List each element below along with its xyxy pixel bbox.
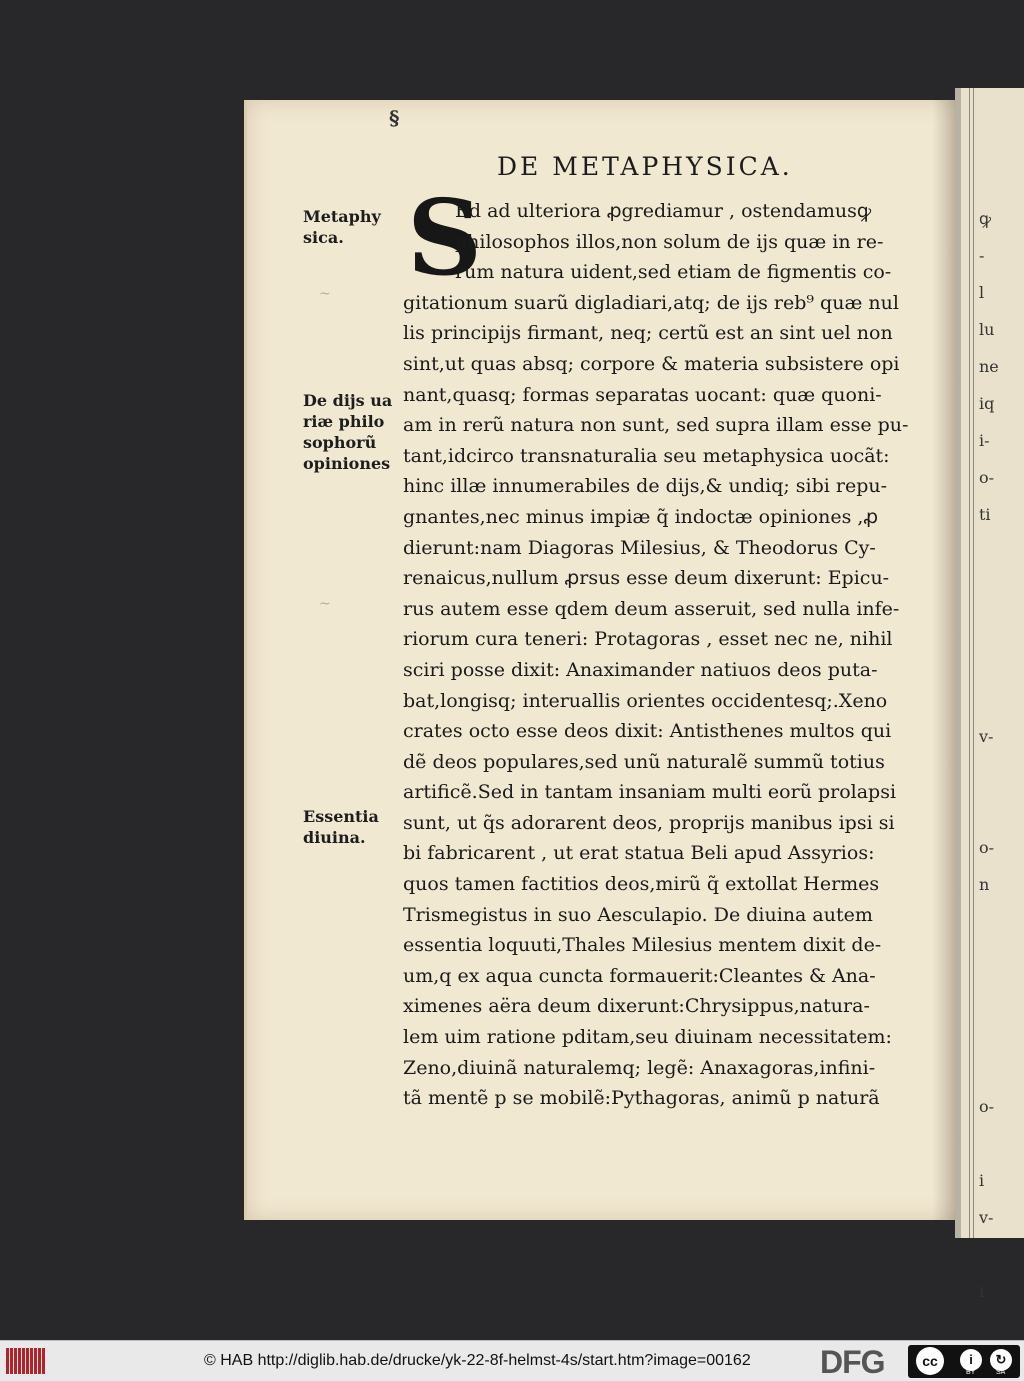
facing-text-fragment: iq xyxy=(979,394,995,413)
faded-annotation: ~ xyxy=(319,596,331,612)
text-line: Zeno,diuinã naturalemq; legẽ: Anaxagoras,infini- xyxy=(403,1056,876,1079)
facing-text-fragment xyxy=(979,570,1024,607)
text-line: renaicus,nullum ꝓrsus esse deum dixerunt: Epicu- xyxy=(403,567,890,590)
facing-text-fragment: ne xyxy=(979,357,999,376)
facing-text-fragment: ꝙ xyxy=(979,209,992,228)
text-line: sint,ut quas absq; corpore & materia subsistere opi xyxy=(403,352,900,375)
facing-text-fragment: - xyxy=(979,246,985,265)
facing-text-fragment: ti xyxy=(979,505,991,524)
text-line: rum natura uident,sed etiam de figmentis co- xyxy=(455,261,892,284)
text-line: quos tamen factitios deos,mirũ q̃ extollat Hermes xyxy=(403,873,880,896)
facing-text-fragment xyxy=(979,977,1024,1014)
text-line: Ed ad ulteriora ꝓgrediamur , ostendamusꝙ xyxy=(455,200,872,222)
facing-text-fragment xyxy=(979,533,1024,570)
viewer-footer xyxy=(0,1340,1024,1381)
running-head: DE METAPHYSICA. xyxy=(497,152,793,181)
copyright-url-text: © HAB http://diglib.hab.de/drucke/yk-22-8f-helmst-4s/start.htm?image=00162 xyxy=(204,1352,751,1369)
cc-sa-label: SA xyxy=(996,1369,1006,1376)
facing-text-fragment: v- xyxy=(979,727,994,746)
text-line: am in rerũ natura non sunt, sed supra illam esse pu- xyxy=(403,414,909,437)
text-line: nant,quasq; formas separatas uocant: quæ quoni- xyxy=(403,383,882,406)
page-edge-line xyxy=(973,88,974,1238)
text-line: rus autem esse qdem deum asseruit, sed nulla infe- xyxy=(403,597,900,620)
margin-note-essentia: Essentia diuina. xyxy=(303,807,379,847)
facing-text-fragment: i- xyxy=(979,431,990,450)
drop-capital: S xyxy=(407,176,483,299)
text-line: hinc illæ innumerabiles de dijs,& undiq; sibi repu- xyxy=(403,475,888,498)
facing-text-fragment: i xyxy=(979,1282,985,1301)
page-edge-line xyxy=(969,88,970,1238)
facing-page-text-fragments xyxy=(979,200,1024,1310)
facing-text-fragment: lu xyxy=(979,320,995,339)
text-line: tant,idcirco transnaturalia seu metaphysica uocãt: xyxy=(403,444,890,467)
cc-icon: cc xyxy=(916,1347,944,1375)
text-line: Trismegistus in suo Aesculapio. De diuina autem xyxy=(403,903,873,926)
text-line: philosophos illos,non solum de ijs quæ in re- xyxy=(455,230,884,253)
text-line: sunt, ut q̃s adorarent deos, proprijs manibus ipsi si xyxy=(403,811,895,834)
facing-text-fragment xyxy=(979,903,1024,940)
facing-text-fragment xyxy=(979,681,1024,718)
text-line: bi fabricarent , ut erat statua Beli apud Assyrios: xyxy=(403,842,875,865)
facing-text-fragment: o- xyxy=(979,468,995,487)
text-line: tã mentẽ p se mobilẽ:Pythagoras, animũ p naturã xyxy=(403,1087,880,1110)
text-line: um,q ex aqua cuncta formauerit:Cleantes & Ana- xyxy=(403,964,876,987)
text-line: bat,longisq; interuallis orientes occidentesq;.Xeno xyxy=(403,689,888,712)
facing-text-fragment xyxy=(979,1014,1024,1051)
cc-by-label: BY xyxy=(966,1369,976,1376)
facing-text-fragment: l xyxy=(979,283,985,302)
text-line: sciri posse dixit: Anaximander natiuos deos puta- xyxy=(403,658,878,681)
facing-page-edge xyxy=(955,88,1024,1301)
page-gutter-shadow xyxy=(932,100,956,1220)
by-attribution-icon: i xyxy=(960,1349,982,1371)
signature-mark: § xyxy=(389,106,400,130)
dfg-logo: DFG xyxy=(820,1344,885,1380)
text-line: gnantes,nec minus impiæ q̃ indoctæ opiniones ,ꝓ xyxy=(403,505,879,528)
text-line: dẽ deos populares,sed unũ naturalẽ summũ totius xyxy=(403,750,885,773)
text-line: crates octo esse deos dixit: Antisthenes multos qui xyxy=(403,720,892,743)
faded-annotation: ~ xyxy=(319,286,331,302)
share-alike-icon: ↻ xyxy=(990,1349,1012,1371)
text-line: essentia loquuti,Thales Milesius mentem dixit de- xyxy=(403,934,882,957)
margin-note-de-dijs: De dijs ua riæ philo sophorũ opiniones xyxy=(303,391,393,473)
facing-text-fragment: i xyxy=(979,1171,985,1190)
facing-text-fragment: o- xyxy=(979,838,995,857)
facing-text-fragment: n xyxy=(979,875,990,894)
text-line: lis principijs firmant, neq; certũ est an sint uel non xyxy=(403,322,893,345)
body-text xyxy=(403,196,923,1114)
facing-text-fragment xyxy=(979,1236,1024,1273)
text-line: artificẽ.Sed in tantam insaniam multi eorũ prolapsi xyxy=(403,781,897,804)
facing-text-fragment: o- xyxy=(979,1097,995,1116)
facing-text-fragment xyxy=(979,1051,1024,1088)
text-line: dierunt:nam Diagoras Milesius, & Theodorus Cy- xyxy=(403,536,876,559)
facing-text-fragment: v- xyxy=(979,1208,994,1227)
book-page xyxy=(244,100,956,1220)
facing-text-fragment xyxy=(979,644,1024,681)
cc-license-badge[interactable] xyxy=(908,1345,1020,1378)
facing-text-fragment xyxy=(979,940,1024,977)
hab-logo-icon xyxy=(6,1348,46,1376)
facing-text-fragment xyxy=(979,755,1024,792)
text-line: lem uim ratione pditam,seu diuinam necessitatem: xyxy=(403,1026,892,1049)
text-line: gitationum suarũ digladiari,atq; de ijs reb⁹ quæ nul xyxy=(403,291,899,314)
text-line: ximenes aëra deum dixerunt:Chrysippus,natura- xyxy=(403,995,870,1018)
margin-note-metaphysica: Metaphy sica. xyxy=(303,207,381,247)
text-line: riorum cura teneri: Protagoras , esset nec ne, nihil xyxy=(403,628,893,651)
facing-text-fragment xyxy=(979,792,1024,829)
facing-text-fragment xyxy=(979,1125,1024,1162)
facing-text-fragment xyxy=(979,607,1024,644)
